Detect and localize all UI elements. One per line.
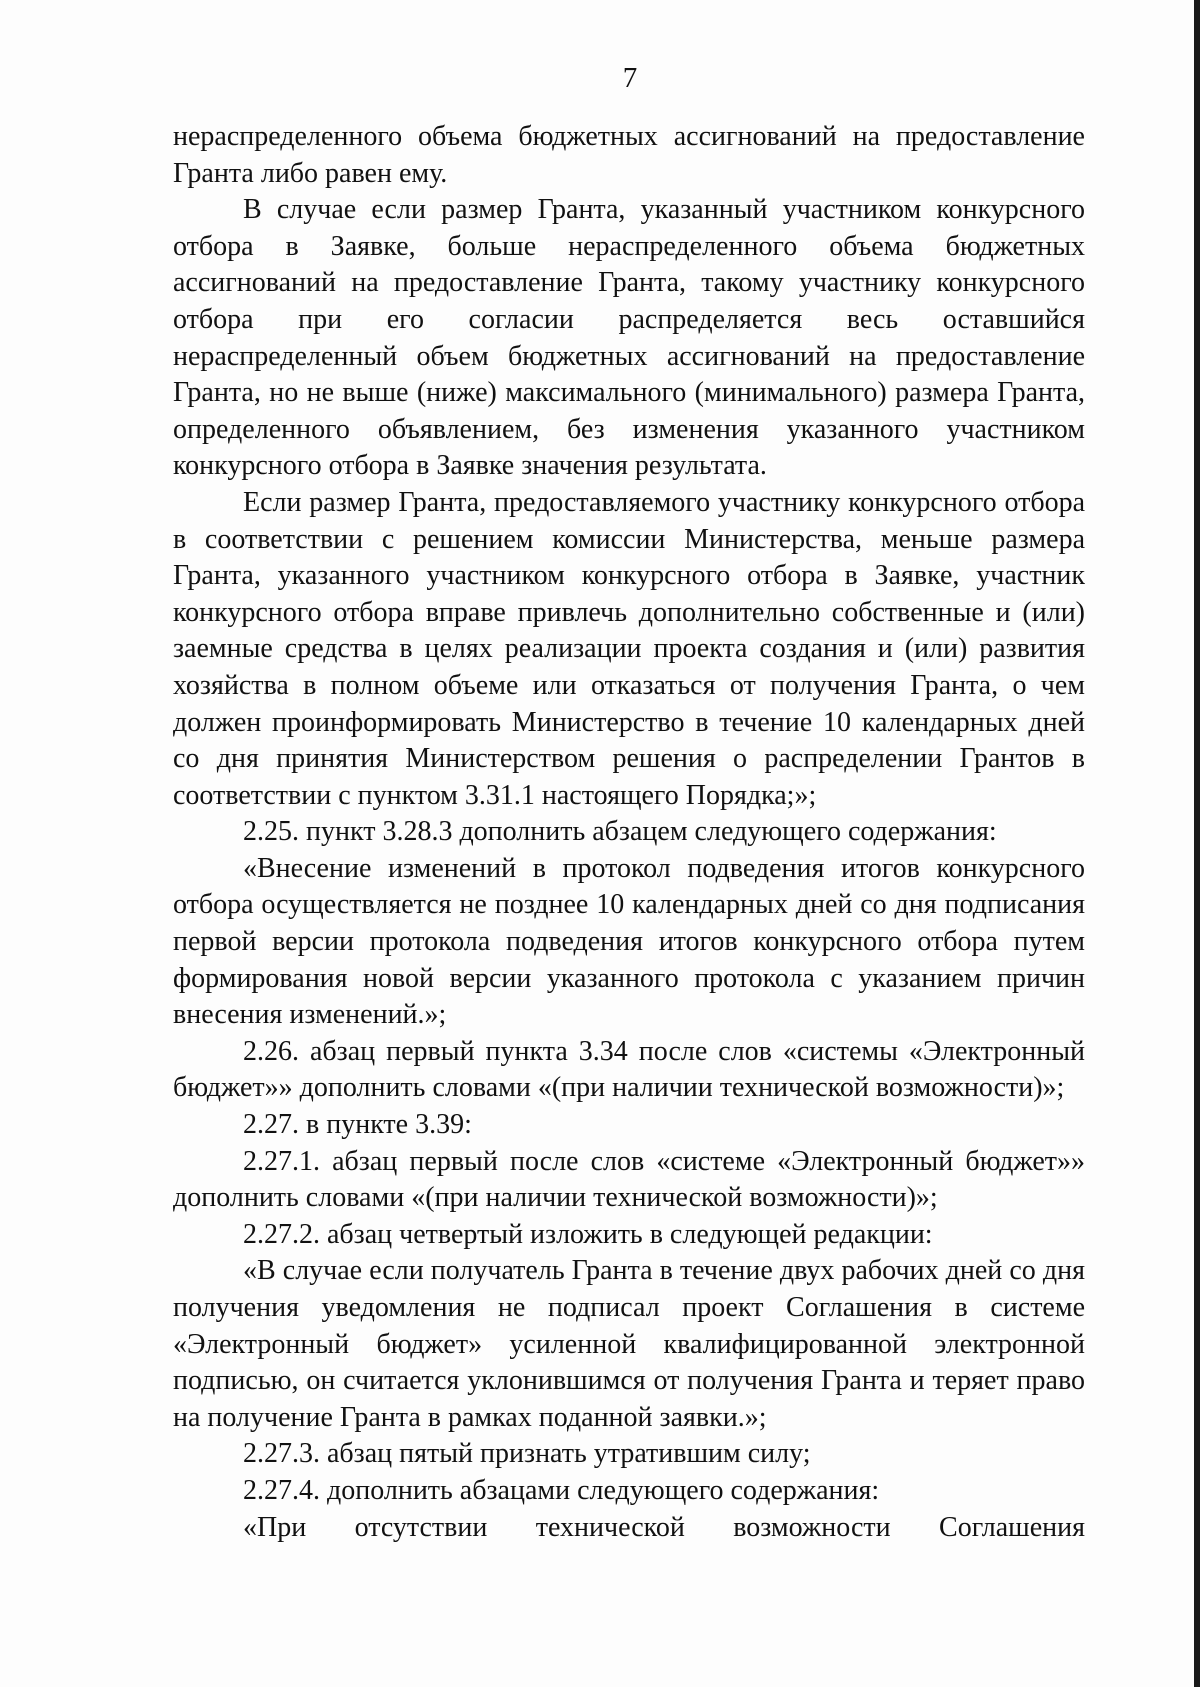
paragraph: 2.27. в пункте 3.39:	[243, 1109, 472, 1141]
paragraph: 2.27.2. абзац четвертый изложить в следующей редакции:	[243, 1218, 933, 1250]
paragraph: 2.25. пункт 3.28.3 дополнить абзацем следующего содержания:	[243, 816, 997, 848]
paragraph: «В случае если получатель Гранта в течение двух рабочих дней со дня получения уведомления не подписал проект Соглашения в системе «Электронный бюджет» усиленной квалифицированной электронной подписью, он считается уклонившимся от получения Гранта и теряет право на получение Гранта в рамках поданной заявки.»;	[173, 1255, 1085, 1433]
paragraph: 2.27.1. абзац первый после слов «системе «Электронный бюджет»» дополнить словами «(при наличии технической возможности)»;	[173, 1145, 1085, 1214]
scan-edge	[1194, 0, 1200, 1687]
document-body	[173, 119, 1085, 1546]
paragraph: «При отсутствии технической возможности Соглашения	[243, 1511, 1085, 1543]
paragraph: нераспределенного объема бюджетных ассигнований на предоставление Гранта либо равен ему.	[173, 121, 1085, 189]
paragraph: 2.26. абзац первый пункта 3.34 после слов «системы «Электронный бюджет»» дополнить словами «(при наличии технической возможности)»;	[173, 1035, 1085, 1104]
paragraph: 2.27.4. дополнить абзацами следующего содержания:	[243, 1474, 880, 1506]
paragraph: «Внесение изменений в протокол подведения итогов конкурсного отбора осуществляется не позднее 10 календарных дней со дня подписания первой версии протокола подведения итогов конкурсного отбора путем формирования новой версии указанного протокола с указанием причин внесения изменений.»;	[173, 852, 1085, 1031]
page-number: 7	[622, 62, 638, 94]
paragraph: Если размер Гранта, предоставляемого участнику конкурсного отбора в соответствии с решением комиссии Министерства, меньше размера Гранта, указанного участником конкурсного отбора в Заявке, участник конкурсного отбора вправе привлечь дополнительно собственные и (или) заемные средства в целях реализации проекта создания и (или) развития хозяйства в полном объеме или отказаться от получения Гранта, о чем должен проинформировать Министерство в течение 10 календарных дней со дня принятия Министерством решения о распределении Грантов в соответствии с пунктом 3.31.1 настоящего Порядка;»;	[173, 486, 1085, 811]
paragraph: 2.27.3. абзац пятый признать утратившим силу;	[243, 1438, 811, 1470]
paragraph: В случае если размер Гранта, указанный участником конкурсного отбора в Заявке, больше нераспределенного объема бюджетных ассигнований на предоставление Гранта, такому участнику конкурсного отбора при его согласии распределяется весь оставшийся нераспределенный объем бюджетных ассигнований на предоставление Гранта, но не выше (ниже) максимального (минимального) размера Гранта, определенного объявлением, без изменения указанного участником конкурсного отбора в Заявке значения результата.	[173, 194, 1085, 482]
